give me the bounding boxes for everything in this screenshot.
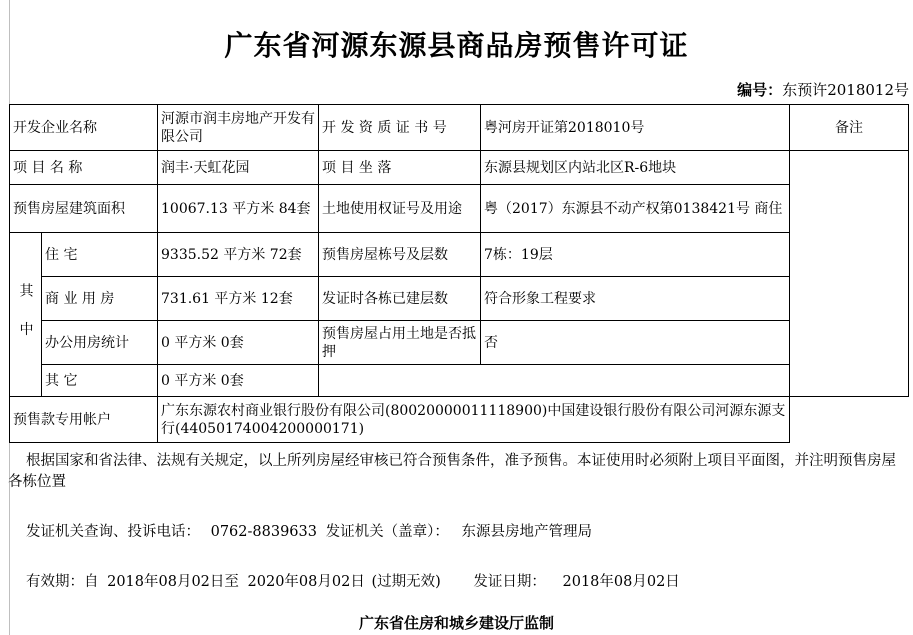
commercial-value: 731.61 平方米 12套 [158,277,319,321]
mortgage-label: 预售房屋占用土地是否抵押 [319,321,481,365]
presale-area-label: 预售房屋建筑面积 [10,185,158,233]
table-row [10,277,909,321]
phone-label: 发证机关查询、投诉电话： [26,524,200,540]
authority-name: 东源县房地产管理局 [461,524,592,540]
qualification-label: 开 发 资 质 证 书 号 [319,105,481,151]
building-label: 预售房屋栋号及层数 [319,233,481,277]
notice-paragraph: 根据国家和省法律、法规有关规定，以上所列房屋经审核已符合预售条件，准予预售。本证使用时必须附上项目平面图，并注明预售房屋各栋位置 [8,453,896,490]
table-row [10,233,909,277]
land-cert-label: 土地使用权证号及用途 [319,185,481,233]
document-title: 广东省河源东源县商品房预售许可证 [224,29,689,62]
remarks-cell [790,151,909,397]
table-row [10,365,909,397]
land-cert-value: 粤（2017）东源县不动产权第0138421号 商住 [481,185,790,233]
validity-to: 至 [224,574,239,590]
account-label: 预售款专用帐户 [10,397,158,443]
residential-value: 9335.52 平方米 72套 [158,233,319,277]
progress-value: 符合形象工程要求 [481,277,790,321]
other-label: 其 它 [42,365,158,397]
location-value: 东源县规划区内站北区R-6地块 [481,151,790,185]
license-number-label: 编号： [737,81,783,99]
validity-start: 2018年08月02日 [107,574,225,590]
license-number-value: 东预许2018012号 [782,81,909,99]
validity-end: 2020年08月02日 [247,574,365,590]
validity-line [26,570,680,591]
contact-line [26,520,592,541]
including-label: 其 中 [10,233,42,397]
empty-cell [319,365,790,397]
phone-number: 0762-8839633 [210,524,317,540]
validity-label: 有效期：自 [26,574,99,590]
table-row [10,185,909,233]
remarks-label: 备注 [790,105,909,151]
developer-label: 开发企业名称 [10,105,158,151]
building-value: 7栋：19层 [481,233,790,277]
progress-label: 发证时各栋已建层数 [319,277,481,321]
table-row [10,321,909,365]
authority-label: 发证机关（盖章）： [325,524,449,540]
developer-value: 河源市润丰房地产开发有限公司 [158,105,319,151]
project-name-label: 项 目 名 称 [10,151,158,185]
presale-area-value: 10067.13 平方米 84套 [158,185,319,233]
mortgage-value: 否 [481,321,790,365]
other-value: 0 平方米 0套 [158,365,319,397]
validity-note: (过期无效) [371,574,441,590]
qualification-value: 粤河房开证第2018010号 [481,105,790,151]
office-label: 办公用房统计 [42,321,158,365]
table-row [10,397,909,443]
footer-supervisor: 广东省住房和城乡建设厅监制 [358,614,554,632]
blank-cell [790,397,909,443]
license-number [737,79,909,100]
office-value: 0 平方米 0套 [158,321,319,365]
project-name-value: 润丰·天虹花园 [158,151,319,185]
location-label: 项 目 坐 落 [319,151,481,185]
table-row [10,105,909,151]
issue-date: 2018年08月02日 [562,574,680,590]
commercial-label: 商 业 用 房 [42,277,158,321]
table-row [10,151,909,185]
residential-label: 住 宅 [42,233,158,277]
account-value: 广东东源农村商业银行股份有限公司(80020000011118900)中国建设银行股份有限公司河源东源支行(44050174004200000171) [158,397,790,443]
issue-date-label: 发证日期： [473,574,546,590]
license-table [9,104,909,443]
